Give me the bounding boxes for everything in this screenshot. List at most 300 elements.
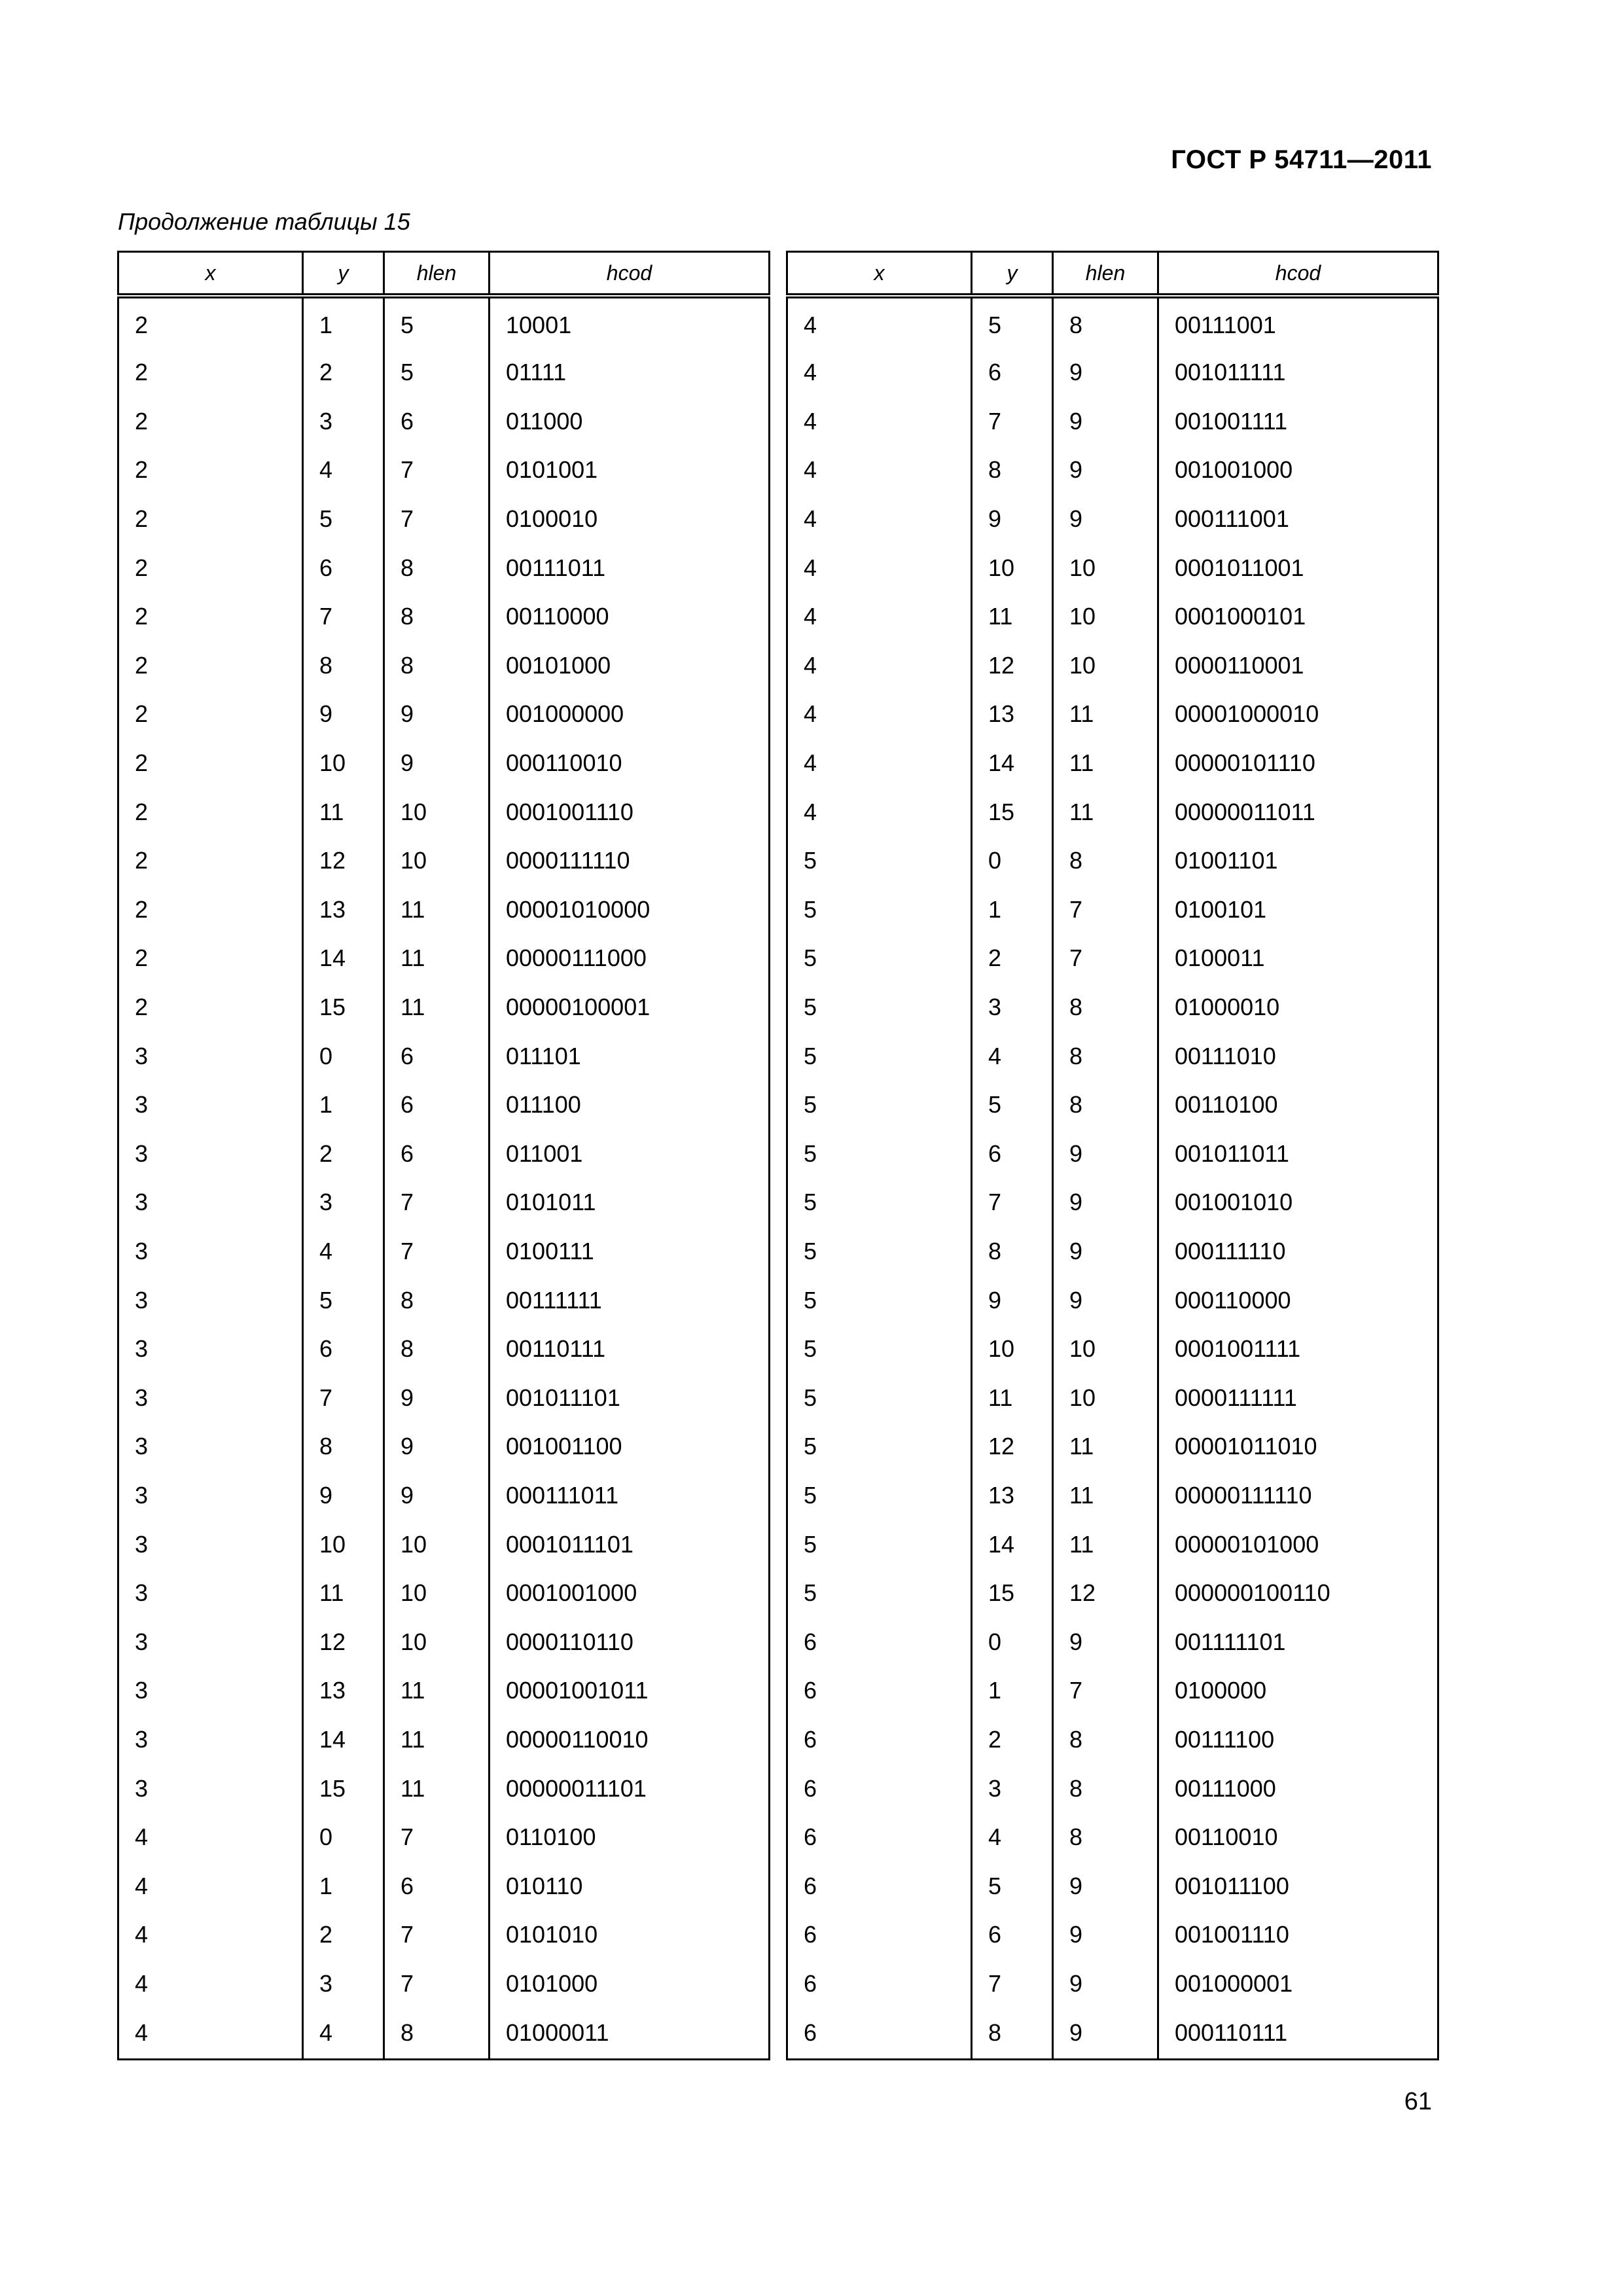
table-row [787,1130,1438,1179]
column-header-hlen: hlen [1053,252,1158,296]
cell-y: 3 [972,983,1053,1032]
document-id: ГОСТ Р 54711—2011 [1171,145,1432,174]
cell-y: 13 [972,1471,1053,1520]
table-row [118,1861,770,1910]
cell-hcod: 0100000 [1158,1666,1438,1715]
cell-hcod: 00001010000 [490,886,770,935]
cell-hcod: 00001001011 [490,1666,770,1715]
cell-hlen: 11 [1053,1471,1158,1520]
cell-hlen: 7 [384,1178,490,1227]
cell-hlen: 9 [384,690,490,739]
table-row [118,1178,770,1227]
cell-x: 3 [118,1764,303,1813]
cell-hcod: 00000011101 [490,1764,770,1813]
cell-hlen: 7 [1053,934,1158,983]
cell-hlen: 7 [1053,886,1158,935]
table-row [787,1617,1438,1666]
table-row [118,1325,770,1374]
cell-x: 5 [787,1471,972,1520]
cell-hcod: 001011101 [490,1373,770,1422]
cell-y: 11 [972,1373,1053,1422]
cell-hlen: 11 [384,983,490,1032]
cell-x: 3 [118,1130,303,1179]
cell-x: 2 [118,495,303,544]
cell-y: 11 [972,592,1053,641]
table-row [787,1422,1438,1471]
table-row [787,1276,1438,1325]
cell-hcod: 00110111 [490,1325,770,1374]
cell-hlen: 6 [384,1861,490,1910]
cell-y: 1 [303,296,384,348]
cell-hlen: 11 [384,1715,490,1765]
cell-hcod: 010110 [490,1861,770,1910]
cell-hcod: 00111010 [1158,1031,1438,1081]
cell-hcod: 00000100001 [490,983,770,1032]
cell-hlen: 10 [384,1617,490,1666]
cell-x: 3 [118,1373,303,1422]
cell-x: 5 [787,1276,972,1325]
cell-hlen: 8 [1053,983,1158,1032]
cell-y: 0 [972,836,1053,886]
cell-y: 5 [303,495,384,544]
cell-x: 3 [118,1715,303,1765]
cell-x: 4 [787,592,972,641]
cell-y: 2 [303,348,384,397]
cell-hcod: 000110000 [1158,1276,1438,1325]
cell-x: 5 [787,836,972,886]
cell-y: 3 [303,1960,384,2009]
table-row [118,1960,770,2009]
cell-hlen: 9 [384,1422,490,1471]
cell-y: 9 [303,690,384,739]
cell-y: 15 [972,1569,1053,1618]
column-header-x: x [118,252,303,296]
table-row [118,1227,770,1276]
table-row [118,836,770,886]
cell-y: 7 [303,1373,384,1422]
cell-x: 4 [787,348,972,397]
cell-hlen: 10 [1053,1373,1158,1422]
cell-hcod: 00000110010 [490,1715,770,1765]
cell-hcod: 0001001000 [490,1569,770,1618]
cell-hlen: 9 [1053,446,1158,495]
cell-y: 1 [303,1861,384,1910]
cell-hcod: 00110000 [490,592,770,641]
cell-y: 11 [303,787,384,836]
cell-hcod: 011000 [490,397,770,446]
table-row [118,1276,770,1325]
cell-hcod: 10001 [490,296,770,348]
cell-hlen: 11 [1053,1422,1158,1471]
cell-y: 10 [972,543,1053,592]
cell-x: 6 [787,2008,972,2059]
table-row [787,495,1438,544]
table-caption: Продолжение таблицы 15 [118,208,410,235]
cell-y: 7 [972,1960,1053,2009]
cell-y: 12 [303,836,384,886]
cell-y: 1 [303,1081,384,1130]
cell-x: 5 [787,1227,972,1276]
cell-hcod: 01001101 [1158,836,1438,886]
cell-y: 10 [303,739,384,788]
cell-y: 14 [303,1715,384,1765]
cell-x: 5 [787,1031,972,1081]
cell-hcod: 00000111110 [1158,1471,1438,1520]
table-row [787,296,1438,348]
cell-x: 4 [787,397,972,446]
cell-hlen: 7 [384,1813,490,1862]
table-row [118,690,770,739]
cell-y: 8 [303,641,384,691]
table-row [787,592,1438,641]
cell-hlen: 7 [384,1910,490,1960]
table-row [787,1373,1438,1422]
table-row [787,641,1438,691]
table-row [787,1031,1438,1081]
column-header-y: y [972,252,1053,296]
cell-hcod: 00111001 [1158,296,1438,348]
cell-hlen: 9 [1053,495,1158,544]
cell-hcod: 00000111000 [490,934,770,983]
cell-x: 5 [787,1081,972,1130]
cell-hcod: 00111011 [490,543,770,592]
cell-x: 3 [118,1422,303,1471]
cell-hlen: 5 [384,348,490,397]
table-row [118,592,770,641]
cell-x: 4 [787,787,972,836]
cell-hlen: 11 [384,1764,490,1813]
cell-x: 2 [118,934,303,983]
cell-hlen: 9 [1053,1276,1158,1325]
table-row [118,1569,770,1618]
cell-y: 4 [972,1031,1053,1081]
table-row [787,1520,1438,1569]
cell-x: 4 [787,446,972,495]
cell-x: 6 [787,1764,972,1813]
cell-y: 0 [303,1031,384,1081]
cell-x: 4 [787,495,972,544]
table-row [118,641,770,691]
cell-y: 12 [303,1617,384,1666]
table-row [118,495,770,544]
cell-hlen: 9 [1053,1960,1158,2009]
table-row [787,543,1438,592]
cell-y: 6 [972,1130,1053,1179]
table-row [118,296,770,348]
table-row [787,739,1438,788]
cell-x: 2 [118,739,303,788]
cell-y: 3 [972,1764,1053,1813]
table-row [118,1813,770,1862]
cell-hcod: 0100111 [490,1227,770,1276]
cell-y: 4 [303,2008,384,2059]
column-header-hcod: hcod [1158,252,1438,296]
table-row [787,1081,1438,1130]
cell-y: 5 [303,1276,384,1325]
table-row [787,1178,1438,1227]
cell-x: 2 [118,397,303,446]
table-row [118,1471,770,1520]
cell-x: 5 [787,1130,972,1179]
cell-x: 3 [118,1569,303,1618]
cell-x: 5 [787,1422,972,1471]
cell-hlen: 11 [384,934,490,983]
cell-hlen: 10 [1053,592,1158,641]
table-row [787,1666,1438,1715]
cell-hcod: 001001110 [1158,1910,1438,1960]
table-row [787,1569,1438,1618]
cell-hlen: 8 [384,592,490,641]
cell-x: 4 [118,1861,303,1910]
code-table-right [786,251,1439,2060]
cell-y: 11 [303,1569,384,1618]
cell-x: 3 [118,1276,303,1325]
cell-x: 4 [118,1910,303,1960]
cell-x: 3 [118,1178,303,1227]
table-row [118,1520,770,1569]
column-header-y: y [303,252,384,296]
cell-hcod: 001011111 [1158,348,1438,397]
cell-x: 4 [118,1960,303,2009]
cell-y: 1 [972,1666,1053,1715]
cell-y: 2 [972,934,1053,983]
cell-x: 4 [787,690,972,739]
cell-hcod: 001000001 [1158,1960,1438,2009]
cell-x: 4 [787,739,972,788]
cell-y: 2 [303,1910,384,1960]
cell-y: 6 [972,1910,1053,1960]
cell-hlen: 9 [384,739,490,788]
cell-hcod: 01000010 [1158,983,1438,1032]
cell-hcod: 0100010 [490,495,770,544]
cell-hcod: 00001000010 [1158,690,1438,739]
cell-hcod: 00111100 [1158,1715,1438,1765]
cell-hcod: 00000101110 [1158,739,1438,788]
table-row [118,397,770,446]
table-row [118,348,770,397]
cell-hcod: 0100011 [1158,934,1438,983]
cell-hlen: 10 [384,787,490,836]
cell-hcod: 011101 [490,1031,770,1081]
cell-y: 15 [303,983,384,1032]
table-row [787,2008,1438,2059]
table-row [118,1031,770,1081]
cell-hcod: 001001111 [1158,397,1438,446]
table-row [787,1764,1438,1813]
cell-hlen: 9 [1053,1617,1158,1666]
cell-x: 6 [787,1861,972,1910]
cell-hcod: 00000101000 [1158,1520,1438,1569]
cell-hcod: 011001 [490,1130,770,1179]
cell-y: 14 [972,1520,1053,1569]
cell-hcod: 0101000 [490,1960,770,2009]
cell-hlen: 8 [384,641,490,691]
cell-hcod: 001011100 [1158,1861,1438,1910]
cell-x: 2 [118,690,303,739]
cell-y: 7 [972,397,1053,446]
cell-hcod: 000111011 [490,1471,770,1520]
cell-hlen: 8 [384,2008,490,2059]
cell-x: 6 [787,1617,972,1666]
table-row [118,1617,770,1666]
cell-y: 14 [303,934,384,983]
cell-x: 5 [787,1520,972,1569]
cell-x: 6 [787,1910,972,1960]
cell-y: 13 [972,690,1053,739]
cell-hlen: 10 [1053,641,1158,691]
cell-y: 13 [303,886,384,935]
table-row [118,787,770,836]
cell-y: 5 [972,1861,1053,1910]
cell-hcod: 001000000 [490,690,770,739]
table-row [787,446,1438,495]
cell-x: 5 [787,983,972,1032]
cell-hlen: 9 [1053,1910,1158,1960]
cell-y: 12 [972,1422,1053,1471]
table-row [787,397,1438,446]
cell-x: 3 [118,1227,303,1276]
cell-hcod: 0101010 [490,1910,770,1960]
table-row [787,787,1438,836]
cell-hlen: 8 [1053,836,1158,886]
cell-x: 2 [118,787,303,836]
table-header-row [118,252,770,296]
cell-hcod: 001001100 [490,1422,770,1471]
table-row [787,934,1438,983]
cell-hcod: 000110111 [1158,2008,1438,2059]
cell-y: 8 [972,446,1053,495]
table-row [787,1325,1438,1374]
cell-x: 5 [787,886,972,935]
cell-hcod: 0000110001 [1158,641,1438,691]
cell-hcod: 00111000 [1158,1764,1438,1813]
cell-x: 2 [118,296,303,348]
table-row [787,690,1438,739]
cell-y: 7 [972,1178,1053,1227]
cell-hcod: 001111101 [1158,1617,1438,1666]
cell-y: 6 [303,1325,384,1374]
cell-hcod: 000111110 [1158,1227,1438,1276]
table-row [787,1910,1438,1960]
cell-hcod: 00111111 [490,1276,770,1325]
cell-hlen: 12 [1053,1569,1158,1618]
cell-hcod: 0101011 [490,1178,770,1227]
cell-hlen: 8 [1053,1764,1158,1813]
cell-y: 6 [972,348,1053,397]
cell-hlen: 9 [384,1373,490,1422]
cell-hlen: 8 [1053,1715,1158,1765]
cell-hlen: 9 [1053,397,1158,446]
cell-hcod: 0001001111 [1158,1325,1438,1374]
cell-hlen: 9 [1053,1178,1158,1227]
table-row [118,1130,770,1179]
cell-x: 4 [787,641,972,691]
cell-y: 5 [972,296,1053,348]
cell-hcod: 0110100 [490,1813,770,1862]
cell-hlen: 7 [384,1960,490,2009]
table-row [118,886,770,935]
cell-x: 6 [787,1813,972,1862]
cell-x: 5 [787,1373,972,1422]
cell-x: 2 [118,836,303,886]
cell-hcod: 01111 [490,348,770,397]
cell-y: 2 [972,1715,1053,1765]
cell-hlen: 11 [384,1666,490,1715]
cell-hcod: 0101001 [490,446,770,495]
cell-y: 8 [972,2008,1053,2059]
cell-y: 3 [303,1178,384,1227]
cell-hlen: 10 [384,1569,490,1618]
table-row [787,348,1438,397]
column-header-x: x [787,252,972,296]
cell-y: 15 [303,1764,384,1813]
table-row [118,1666,770,1715]
cell-hlen: 6 [384,1081,490,1130]
table-row [787,886,1438,935]
cell-hcod: 0000111110 [490,836,770,886]
cell-x: 4 [787,543,972,592]
cell-hcod: 000111001 [1158,495,1438,544]
table-row [118,543,770,592]
cell-y: 12 [972,641,1053,691]
cell-hcod: 0001011001 [1158,543,1438,592]
table-body-right [787,296,1438,2059]
cell-hlen: 9 [1053,2008,1158,2059]
cell-hcod: 00000011011 [1158,787,1438,836]
cell-x: 3 [118,1617,303,1666]
cell-y: 0 [972,1617,1053,1666]
cell-x: 2 [118,543,303,592]
cell-y: 13 [303,1666,384,1715]
cell-hcod: 0001001110 [490,787,770,836]
cell-hlen: 10 [1053,543,1158,592]
column-header-hcod: hcod [490,252,770,296]
table-row [118,1764,770,1813]
cell-y: 10 [303,1520,384,1569]
cell-x: 2 [118,348,303,397]
cell-hlen: 10 [1053,1325,1158,1374]
cell-hcod: 00101000 [490,641,770,691]
table-row [118,739,770,788]
table-row [787,1861,1438,1910]
cell-hcod: 0000110110 [490,1617,770,1666]
cell-x: 6 [787,1666,972,1715]
cell-y: 9 [303,1471,384,1520]
cell-hcod: 0100101 [1158,886,1438,935]
table-header-row [787,252,1438,296]
cell-hlen: 10 [384,836,490,886]
table-row [118,1910,770,1960]
cell-x: 2 [118,446,303,495]
cell-x: 3 [118,1520,303,1569]
cell-y: 5 [972,1081,1053,1130]
cell-hlen: 8 [384,1325,490,1374]
cell-hcod: 000000100110 [1158,1569,1438,1618]
cell-hlen: 7 [384,495,490,544]
table-row [118,934,770,983]
cell-hlen: 11 [1053,1520,1158,1569]
table-row [787,1715,1438,1765]
cell-x: 3 [118,1081,303,1130]
cell-y: 15 [972,787,1053,836]
cell-hcod: 011100 [490,1081,770,1130]
cell-hlen: 9 [1053,1861,1158,1910]
cell-hlen: 11 [384,886,490,935]
cell-y: 9 [972,1276,1053,1325]
cell-hlen: 9 [384,1471,490,1520]
cell-hlen: 7 [384,1227,490,1276]
cell-x: 4 [118,2008,303,2059]
